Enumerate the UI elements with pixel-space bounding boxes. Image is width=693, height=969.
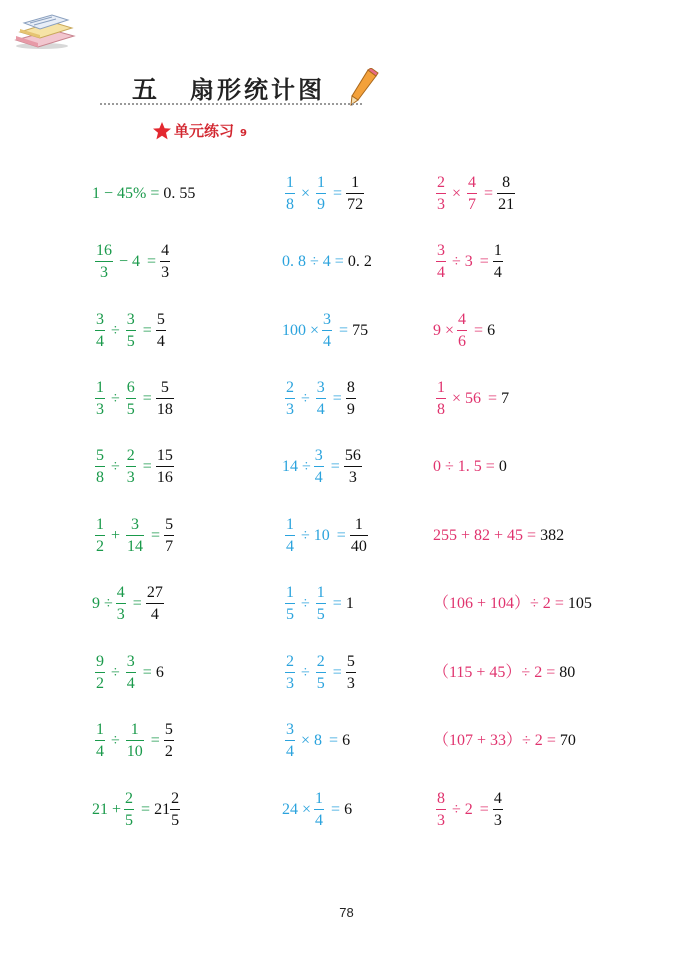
term: 1 xyxy=(345,595,354,612)
term: 0 ÷ 1. 5 xyxy=(433,458,482,475)
numerator: 3 xyxy=(126,311,135,328)
equals-sign: = xyxy=(150,185,160,202)
problem-r10c1 xyxy=(92,791,183,829)
operator: ÷ 3 xyxy=(452,253,473,270)
denominator: 2 xyxy=(96,538,104,555)
answer xyxy=(164,722,177,760)
pencil-icon xyxy=(348,68,380,108)
denominator: 4 xyxy=(493,264,502,281)
numerator: 4 xyxy=(468,174,477,191)
denominator: 8 xyxy=(437,401,445,418)
problem-r7c2 xyxy=(282,585,354,623)
fraction xyxy=(164,517,174,555)
problem-r3c1 xyxy=(92,312,169,350)
equals-sign: = xyxy=(147,253,157,270)
numerator: 8 xyxy=(437,790,445,807)
operator: ÷ xyxy=(301,390,310,407)
denominator: 4 xyxy=(314,469,323,486)
chapter-number: 五 xyxy=(132,75,159,104)
numerator: 1 xyxy=(354,516,363,533)
fraction xyxy=(116,585,126,623)
problem-r6c1 xyxy=(92,517,177,555)
term: 0. 2 xyxy=(347,253,372,270)
denominator: 4 xyxy=(323,333,332,350)
equals-sign: = xyxy=(479,253,489,270)
problem-r2c3 xyxy=(433,243,506,281)
equals-sign: = xyxy=(333,185,343,202)
problem-r3c3 xyxy=(433,312,495,350)
fraction xyxy=(346,175,364,213)
equals-sign: = xyxy=(546,732,556,749)
denominator: 3 xyxy=(286,675,294,692)
term: 105 xyxy=(567,595,592,612)
fraction xyxy=(95,517,105,555)
answer xyxy=(568,596,592,612)
numerator: 8 xyxy=(502,174,511,191)
denominator: 5 xyxy=(316,675,325,692)
fraction xyxy=(346,380,356,418)
denominator: 8 xyxy=(286,196,294,213)
operator: × xyxy=(452,185,462,202)
equals-sign: = xyxy=(554,595,564,612)
fraction xyxy=(493,791,503,829)
answer xyxy=(164,517,177,555)
term: 6 xyxy=(155,664,164,681)
term: 9 × xyxy=(433,322,455,339)
answer xyxy=(493,791,506,829)
equals-sign: = xyxy=(474,322,484,339)
equals-sign: = xyxy=(484,185,494,202)
answer xyxy=(501,391,509,407)
fraction xyxy=(160,243,170,281)
denominator: 5 xyxy=(126,401,135,418)
operator: + xyxy=(111,527,121,544)
problem-r4c1 xyxy=(92,380,177,418)
denominator: 4 xyxy=(96,743,104,760)
fraction xyxy=(285,175,295,213)
problem-r4c2 xyxy=(282,380,359,418)
fraction xyxy=(316,380,326,418)
fraction xyxy=(95,312,105,350)
denominator: 72 xyxy=(347,196,364,213)
answer xyxy=(346,380,359,418)
problem-r8c2 xyxy=(282,654,359,692)
fraction xyxy=(156,448,174,486)
equals-sign: = xyxy=(150,732,160,749)
numerator: 15 xyxy=(156,447,173,464)
answer xyxy=(346,175,367,213)
answer xyxy=(493,243,506,281)
denominator: 3 xyxy=(96,401,104,418)
numerator: 1 xyxy=(96,721,104,738)
problem-r9c3 xyxy=(433,733,576,749)
numerator: 56 xyxy=(344,447,361,464)
fraction xyxy=(493,243,503,281)
fraction xyxy=(322,312,332,350)
fraction xyxy=(344,448,362,486)
equals-sign: = xyxy=(330,458,340,475)
denominator: 4 xyxy=(286,743,294,760)
numerator: 1 xyxy=(351,174,360,191)
numerator: 1 xyxy=(317,174,326,191)
equals-sign: = xyxy=(479,801,489,818)
fraction xyxy=(316,654,326,692)
equals-sign: = xyxy=(141,801,151,818)
problem-r9c1 xyxy=(92,722,177,760)
equals-sign: = xyxy=(132,595,142,612)
fraction xyxy=(95,380,105,418)
term: 7 xyxy=(501,390,510,407)
numerator: 3 xyxy=(314,447,323,464)
denominator: 10 xyxy=(126,743,143,760)
numerator: 3 xyxy=(286,721,294,738)
answer xyxy=(154,791,183,829)
term: 0 xyxy=(498,458,507,475)
fraction xyxy=(126,312,136,350)
operator: ÷ xyxy=(111,458,120,475)
operator: ÷ 2 xyxy=(452,801,473,818)
operator: ÷ xyxy=(111,390,120,407)
fraction xyxy=(170,791,180,829)
equals-sign: = xyxy=(142,390,152,407)
numerator: 2 xyxy=(171,790,180,807)
fraction xyxy=(126,722,144,760)
numerator: 5 xyxy=(96,447,104,464)
equals-sign: = xyxy=(142,322,152,339)
denominator: 9 xyxy=(317,196,326,213)
denominator: 6 xyxy=(458,333,467,350)
problem-r6c3 xyxy=(433,528,564,544)
denominator: 18 xyxy=(156,401,173,418)
fraction xyxy=(316,175,326,213)
fraction xyxy=(285,654,295,692)
answer xyxy=(160,243,173,281)
books-icon xyxy=(12,10,82,50)
numerator: 8 xyxy=(346,379,355,396)
fraction xyxy=(314,448,324,486)
answer xyxy=(156,665,164,681)
fraction xyxy=(126,654,136,692)
section-number: 9 xyxy=(240,128,247,139)
denominator: 4 xyxy=(315,812,324,829)
problem-r7c3 xyxy=(433,596,592,612)
denominator: 4 xyxy=(437,264,445,281)
denominator: 3 xyxy=(346,675,355,692)
numerator: 1 xyxy=(493,242,502,259)
answer xyxy=(346,596,354,612)
answer xyxy=(559,665,575,681)
denominator: 3 xyxy=(161,264,170,281)
equals-sign: = xyxy=(336,527,346,544)
page-number: 78 xyxy=(339,905,354,920)
answer xyxy=(487,323,495,339)
fraction xyxy=(285,517,295,555)
equals-sign: = xyxy=(485,458,495,475)
equals-sign: = xyxy=(332,664,342,681)
numerator: 5 xyxy=(165,516,174,533)
operator: × 8 xyxy=(301,732,323,749)
denominator: 5 xyxy=(125,812,134,829)
numerator: 2 xyxy=(286,653,294,670)
numerator: 4 xyxy=(161,242,170,259)
denominator: 2 xyxy=(164,743,173,760)
term: 0. 8 ÷ 4 xyxy=(282,253,331,270)
numerator: 2 xyxy=(126,447,135,464)
equals-sign: = xyxy=(332,390,342,407)
equals-sign: = xyxy=(331,801,341,818)
term: 14 ÷ xyxy=(282,458,311,475)
fraction xyxy=(285,380,295,418)
answer xyxy=(540,528,564,544)
numerator: 1 xyxy=(315,790,324,807)
denominator: 8 xyxy=(96,469,104,486)
problem-r9c2 xyxy=(282,722,350,760)
term: 6 xyxy=(344,801,353,818)
term: 255 + 82 + 45 xyxy=(433,527,524,544)
numerator: 4 xyxy=(493,790,502,807)
problem-r1c2 xyxy=(282,175,367,213)
numerator: 3 xyxy=(323,311,332,328)
answer xyxy=(342,733,350,749)
term: 21 xyxy=(154,801,171,818)
term: 24 × xyxy=(282,801,312,818)
term: 21 + xyxy=(92,801,122,818)
term: 382 xyxy=(540,527,565,544)
problem-r2c2 xyxy=(282,254,372,270)
equals-sign: = xyxy=(488,390,498,407)
problem-r1c3 xyxy=(433,175,518,213)
problem-r5c1 xyxy=(92,448,177,486)
fraction xyxy=(285,585,295,623)
equals-sign: = xyxy=(546,664,556,681)
answer xyxy=(499,459,507,475)
problem-r8c3 xyxy=(433,665,575,681)
answer xyxy=(156,312,169,350)
denominator: 2 xyxy=(96,675,104,692)
fraction xyxy=(126,517,144,555)
fraction xyxy=(156,312,166,350)
operator: ÷ xyxy=(301,595,310,612)
numerator: 1 xyxy=(286,584,294,601)
numerator: 1 xyxy=(437,379,445,396)
fraction xyxy=(95,448,105,486)
numerator: 1 xyxy=(316,584,325,601)
denominator: 3 xyxy=(437,196,445,213)
fraction xyxy=(436,243,446,281)
fraction xyxy=(436,175,446,213)
denominator: 4 xyxy=(156,333,165,350)
operator: ÷ xyxy=(111,732,120,749)
numerator: 1 xyxy=(96,516,104,533)
numerator: 3 xyxy=(96,311,104,328)
fraction xyxy=(314,791,324,829)
denominator: 5 xyxy=(126,333,135,350)
fraction xyxy=(126,448,136,486)
operator: × 56 xyxy=(452,390,482,407)
denominator: 5 xyxy=(316,606,325,623)
fraction xyxy=(457,312,467,350)
equals-sign: = xyxy=(151,527,161,544)
fraction xyxy=(467,175,477,213)
star-icon xyxy=(152,121,172,141)
fraction xyxy=(436,380,446,418)
problem-r2c1 xyxy=(92,243,173,281)
numerator: 2 xyxy=(437,174,445,191)
numerator: 3 xyxy=(437,242,445,259)
numerator: 4 xyxy=(116,584,125,601)
problem-r5c3 xyxy=(433,459,507,475)
fraction xyxy=(95,654,105,692)
problem-r1c1 xyxy=(92,186,195,202)
numerator: 27 xyxy=(146,584,163,601)
answer xyxy=(156,380,177,418)
problem-r6c2 xyxy=(282,517,371,555)
denominator: 3 xyxy=(126,469,135,486)
numerator: 1 xyxy=(286,516,294,533)
denominator: 5 xyxy=(286,606,294,623)
numerator: 5 xyxy=(160,379,169,396)
denominator: 4 xyxy=(96,333,104,350)
numerator: 2 xyxy=(316,653,325,670)
term: 80 xyxy=(559,664,576,681)
chapter-title: 扇形统计图 xyxy=(190,76,325,104)
fraction xyxy=(95,243,113,281)
fraction xyxy=(316,585,326,623)
answer xyxy=(344,448,365,486)
problem-r10c3 xyxy=(433,791,506,829)
numerator: 3 xyxy=(131,516,140,533)
equals-sign: = xyxy=(527,527,537,544)
answer xyxy=(348,254,372,270)
term: 70 xyxy=(559,732,576,749)
denominator: 3 xyxy=(286,401,294,418)
numerator: 1 xyxy=(286,174,294,191)
fraction xyxy=(436,791,446,829)
fraction xyxy=(346,654,356,692)
denominator: 9 xyxy=(346,401,355,418)
numerator: 5 xyxy=(156,311,165,328)
denominator: 7 xyxy=(165,538,174,555)
fraction xyxy=(164,722,174,760)
term: 75 xyxy=(352,322,369,339)
numerator: 6 xyxy=(126,379,135,396)
denominator: 4 xyxy=(316,401,325,418)
problem-r3c2 xyxy=(282,312,368,350)
denominator: 40 xyxy=(350,538,367,555)
problem-r7c1 xyxy=(92,585,167,623)
numerator: 3 xyxy=(316,379,325,396)
section-label xyxy=(152,120,247,141)
denominator: 3 xyxy=(493,812,502,829)
denominator: 7 xyxy=(468,196,477,213)
equals-sign: = xyxy=(142,458,152,475)
answer xyxy=(146,585,167,623)
title-underline xyxy=(100,103,362,107)
denominator: 4 xyxy=(286,538,294,555)
fraction xyxy=(95,722,105,760)
problem-r4c3 xyxy=(433,380,509,418)
term: 6 xyxy=(342,732,351,749)
numerator: 3 xyxy=(126,653,135,670)
numerator: 16 xyxy=(96,242,112,259)
fraction xyxy=(126,380,136,418)
fraction xyxy=(497,175,515,213)
term: 0. 55 xyxy=(163,185,196,202)
term: 100 × xyxy=(282,322,320,339)
term: 9 ÷ xyxy=(92,595,113,612)
problem-r5c2 xyxy=(282,448,365,486)
answer xyxy=(560,733,576,749)
equals-sign: = xyxy=(339,322,349,339)
numerator: 2 xyxy=(125,790,134,807)
denominator: 3 xyxy=(437,812,445,829)
denominator: 3 xyxy=(348,469,357,486)
numerator: 1 xyxy=(130,721,139,738)
term: （107 + 33）÷ 2 xyxy=(433,732,543,749)
numerator: 5 xyxy=(346,653,355,670)
answer xyxy=(163,186,195,202)
answer xyxy=(352,323,368,339)
operator: ÷ xyxy=(111,664,120,681)
term: （106 + 104）÷ 2 xyxy=(433,595,551,612)
fraction xyxy=(156,380,174,418)
answer xyxy=(156,448,177,486)
term: 6 xyxy=(487,322,496,339)
fraction xyxy=(146,585,164,623)
operator: − 4 xyxy=(119,253,141,270)
numerator: 5 xyxy=(164,721,173,738)
denominator: 5 xyxy=(171,812,180,829)
operator: × xyxy=(301,185,311,202)
numerator: 9 xyxy=(96,653,104,670)
fraction xyxy=(285,722,295,760)
answer xyxy=(346,654,359,692)
operator: ÷ xyxy=(301,664,310,681)
denominator: 4 xyxy=(126,675,135,692)
problem-r8c1 xyxy=(92,654,164,692)
denominator: 3 xyxy=(116,606,125,623)
equals-sign: = xyxy=(329,732,339,749)
numerator: 2 xyxy=(286,379,294,396)
term: （115 + 45）÷ 2 xyxy=(433,664,543,681)
denominator: 14 xyxy=(127,538,144,555)
answer xyxy=(344,802,352,818)
term: 1 − 45% xyxy=(92,185,147,202)
problem-r10c2 xyxy=(282,791,352,829)
equals-sign: = xyxy=(332,595,342,612)
denominator: 3 xyxy=(100,264,108,281)
fraction xyxy=(350,517,368,555)
denominator: 4 xyxy=(150,606,159,623)
fraction xyxy=(124,791,134,829)
numerator: 4 xyxy=(458,311,467,328)
equals-sign: = xyxy=(334,253,344,270)
operator: ÷ 10 xyxy=(301,527,330,544)
denominator: 16 xyxy=(156,469,173,486)
answer xyxy=(497,175,518,213)
answer xyxy=(350,517,371,555)
denominator: 21 xyxy=(498,196,515,213)
operator: ÷ xyxy=(111,322,120,339)
numerator: 1 xyxy=(96,379,104,396)
section-title: 单元练习 xyxy=(174,122,235,140)
equals-sign: = xyxy=(142,664,152,681)
